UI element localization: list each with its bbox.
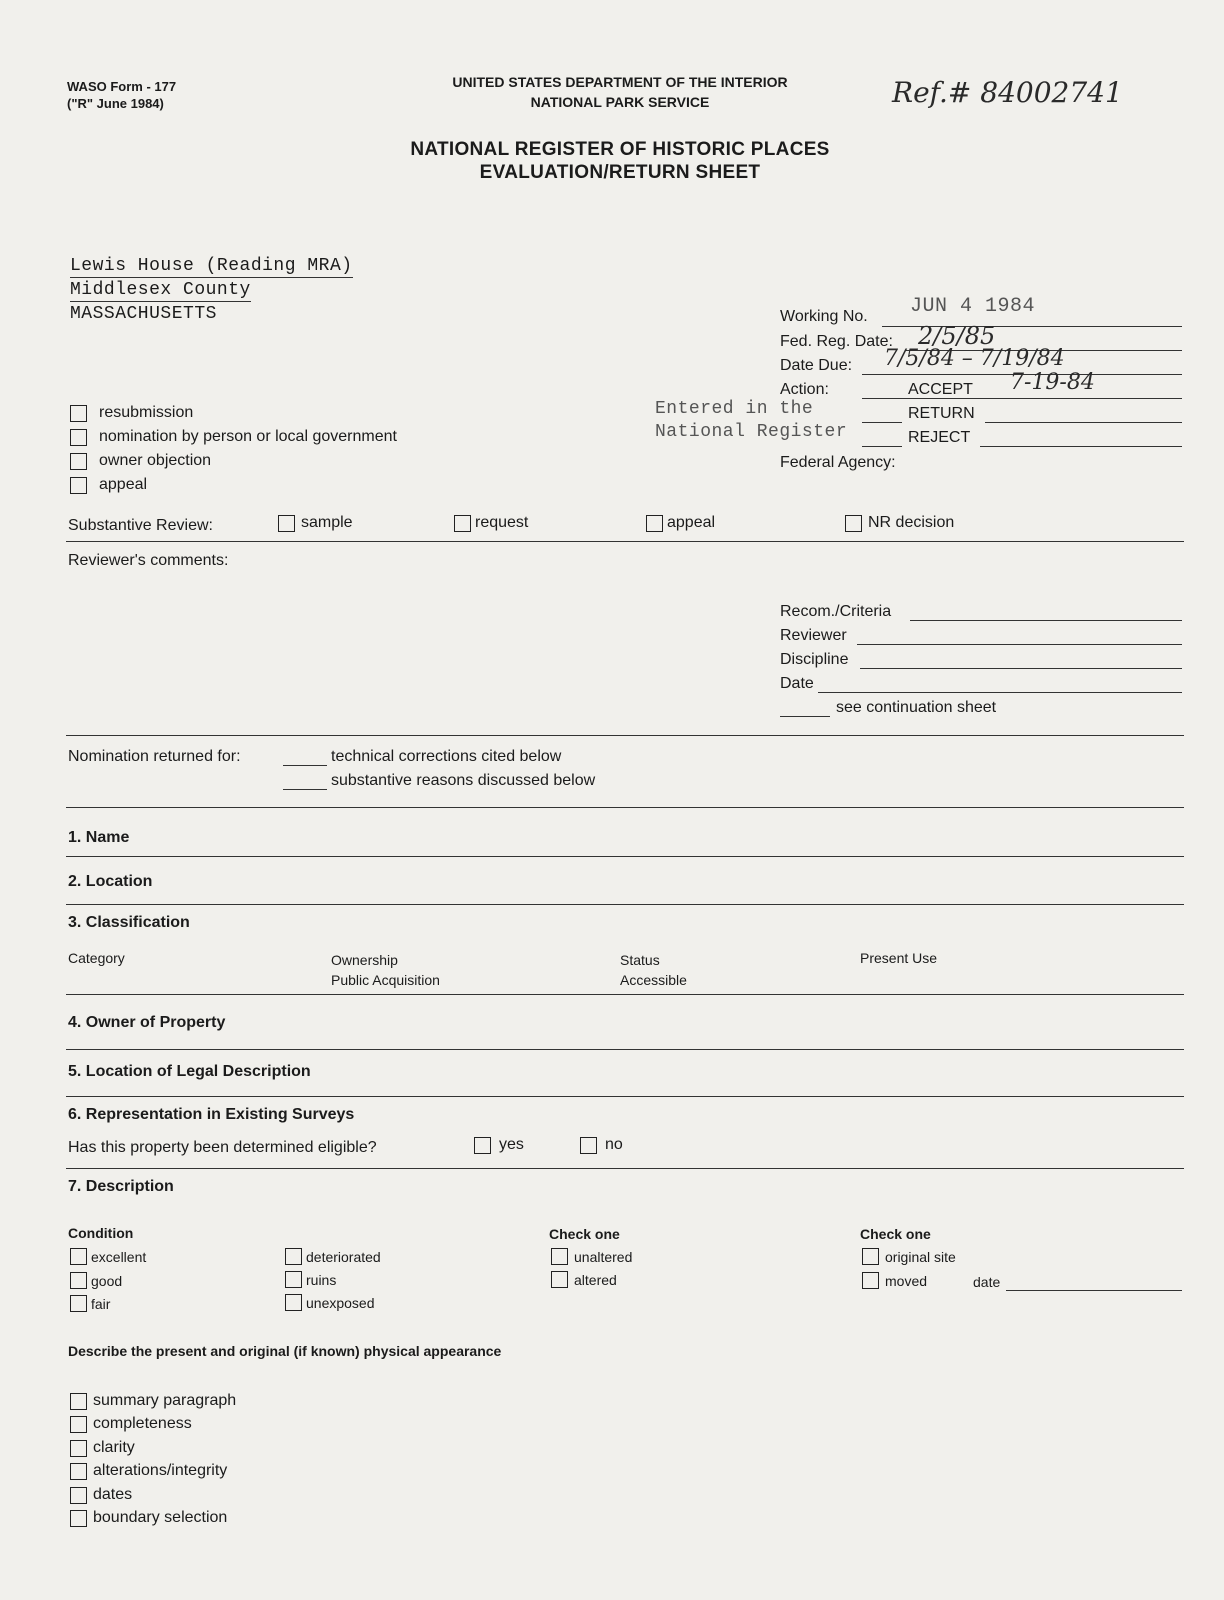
describe-heading: Describe the present and original (if known) physical appearance [68,1343,502,1359]
substantive-blank[interactable] [283,789,327,790]
date-due-value: 7/5/84 – 7/19/84 [884,346,1065,371]
check-one-alteration-label: Check one [549,1226,620,1242]
eligible-no[interactable]: no [580,1136,623,1154]
option-owner-objection[interactable]: owner objection [70,452,211,470]
reviewer-label: Reviewer [780,627,847,644]
unaltered-checkbox[interactable] [551,1248,568,1265]
section-owner-heading: 4. Owner of Property [68,1014,226,1031]
property-state: MASSACHUSETTS [70,304,217,324]
ruins-checkbox[interactable] [285,1271,302,1288]
discipline-line[interactable] [860,668,1182,669]
status-label: Status [620,952,660,968]
entered-register-stamp [655,398,847,444]
form-title-line2: EVALUATION/RETURN SHEET [479,162,761,183]
describe-completeness[interactable]: completeness [70,1415,192,1433]
ownership-block [331,950,440,990]
category-label: Category [68,950,125,966]
review-appeal[interactable]: appeal [646,514,715,532]
condition-label: Condition [68,1225,134,1241]
property-block [70,256,353,324]
form-id [67,78,176,112]
section-surveys-heading: 6. Representation in Existing Surveys [68,1106,355,1123]
nr-decision-checkbox[interactable] [845,515,862,532]
entered-stamp-line1: Entered in the [655,399,814,419]
original-site-checkbox[interactable] [862,1248,879,1265]
eligible-question: Has this property been determined eligible? [68,1139,377,1156]
sample-checkbox[interactable] [278,515,295,532]
substantive-reasons-label: substantive reasons discussed below [331,772,596,789]
technical-blank[interactable] [283,765,327,766]
describe-summary[interactable]: summary paragraph [70,1392,236,1410]
property-name: Lewis House (Reading MRA) [70,256,353,276]
fed-reg-value: 2/5/85 [918,322,996,350]
describe-boundary[interactable]: boundary selection [70,1509,227,1527]
completeness-checkbox[interactable] [70,1416,87,1433]
excellent-checkbox[interactable] [70,1248,87,1265]
owner-objection-checkbox[interactable] [70,453,87,470]
option-appeal[interactable]: appeal [70,476,147,494]
review-request[interactable]: request [454,514,528,532]
entered-stamp-line2: National Register [655,422,848,442]
return-label: RETURN [908,405,975,422]
eligible-yes-checkbox[interactable] [474,1137,491,1154]
altered-option[interactable]: altered [551,1271,617,1288]
condition-ruins[interactable]: ruins [285,1271,336,1288]
status-block [620,950,687,990]
agency-line2: NATIONAL PARK SERVICE [530,94,710,110]
review-sample[interactable]: sample [278,514,353,532]
fair-checkbox[interactable] [70,1295,87,1312]
eligible-no-checkbox[interactable] [580,1137,597,1154]
reviewer-comments-label: Reviewer's comments: [68,552,229,569]
original-site-option[interactable]: original site [862,1248,956,1265]
form-id-line2: ("R" June 1984) [67,96,164,111]
moved-option[interactable]: moved [862,1272,927,1289]
condition-unexposed[interactable]: unexposed [285,1294,375,1311]
form-title-line1: NATIONAL REGISTER OF HISTORIC PLACES [410,139,830,160]
condition-deteriorated[interactable]: deteriorated [285,1248,381,1265]
review-nr-decision[interactable]: NR decision [845,514,954,532]
alterations-checkbox[interactable] [70,1463,87,1480]
section-classification-heading: 3. Classification [68,914,190,931]
option-nomination-person[interactable]: nomination by person or local government [70,428,397,446]
present-use-label: Present Use [860,950,938,966]
condition-fair[interactable]: fair [70,1295,110,1312]
accessible-label: Accessible [620,972,687,988]
section-legal-description-heading: 5. Location of Legal Description [68,1063,311,1080]
clarity-checkbox[interactable] [70,1440,87,1457]
reject-label: REJECT [908,429,971,446]
section-description-heading: 7. Description [68,1178,174,1195]
condition-good[interactable]: good [70,1272,122,1289]
review-date-line[interactable] [818,692,1182,693]
boundary-checkbox[interactable] [70,1510,87,1527]
review-appeal-checkbox[interactable] [646,515,663,532]
ownership-label: Ownership [331,952,398,968]
moved-date-line[interactable] [1006,1290,1182,1291]
agency-line1: UNITED STATES DEPARTMENT OF THE INTERIOR [452,74,788,90]
fed-reg-label: Fed. Reg. Date: [780,333,893,350]
recom-criteria-line[interactable] [910,620,1182,621]
substantive-review-label: Substantive Review: [68,517,213,534]
moved-date-label: date [973,1274,1001,1290]
dates-checkbox[interactable] [70,1487,87,1504]
appeal-checkbox[interactable] [70,477,87,494]
agency-header [395,72,845,112]
public-acquisition-label: Public Acquisition [331,972,440,988]
resubmission-checkbox[interactable] [70,405,87,422]
date-due-label: Date Due: [780,357,853,374]
continuation-label: see continuation sheet [836,699,997,716]
accept-label: ACCEPT [908,381,973,398]
eligible-yes[interactable]: yes [474,1136,524,1154]
unexposed-checkbox[interactable] [285,1294,302,1311]
form-title [340,138,900,184]
form-id-line1: WASO Form - 177 [67,79,177,94]
accept-date: 7-19-84 [1010,370,1095,395]
property-county: Middlesex County [70,280,251,300]
condition-excellent[interactable]: excellent [70,1248,146,1265]
action-label: Action: [780,381,829,398]
summary-checkbox[interactable] [70,1393,87,1410]
check-one-site-label: Check one [860,1226,931,1242]
unaltered-option[interactable]: unaltered [551,1248,632,1265]
option-resubmission[interactable]: resubmission [70,404,193,422]
recom-criteria-label: Recom./Criteria [780,603,892,620]
section-location-heading: 2. Location [68,873,153,890]
describe-dates[interactable]: dates [70,1486,132,1504]
altered-checkbox[interactable] [551,1271,568,1288]
reference-number: Ref.# 84002741 [892,76,1123,109]
moved-checkbox[interactable] [862,1272,879,1289]
describe-clarity[interactable]: clarity [70,1439,135,1457]
reviewer-line[interactable] [857,644,1182,645]
nomination-checkbox[interactable] [70,429,87,446]
deteriorated-checkbox[interactable] [285,1248,302,1265]
nomination-returned-label: Nomination returned for: [68,748,241,765]
technical-corrections-label: technical corrections cited below [331,748,562,765]
request-checkbox[interactable] [454,515,471,532]
working-no-label: Working No. [780,308,868,325]
discipline-label: Discipline [780,651,849,668]
section-name-heading: 1. Name [68,829,130,846]
federal-agency-label: Federal Agency: [780,454,896,471]
continuation-blank[interactable] [780,716,830,717]
describe-alterations[interactable]: alterations/integrity [70,1462,227,1480]
good-checkbox[interactable] [70,1272,87,1289]
review-date-label: Date [780,675,814,692]
working-no-stamp: JUN 4 1984 [910,295,1036,318]
